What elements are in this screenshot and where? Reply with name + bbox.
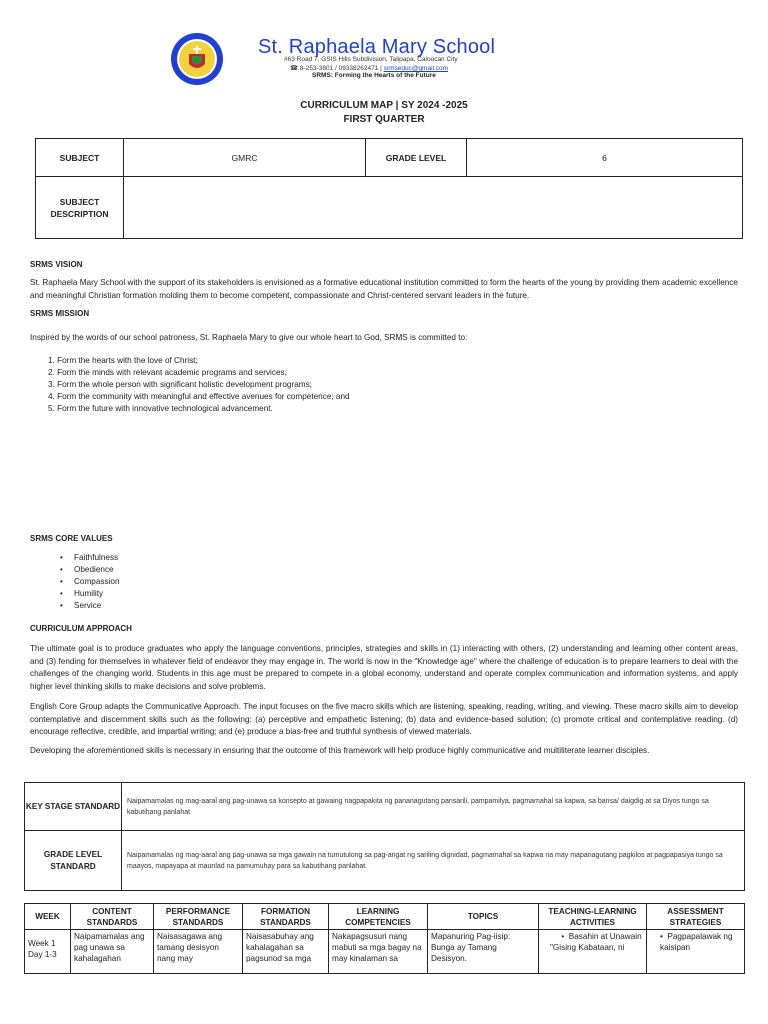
mission-item: 2. Form the minds with relevant academic programs and services; (48, 368, 287, 377)
header-assessment-strategies: ASSESSMENT STRATEGIES (647, 904, 745, 930)
subject-value: GMRC (124, 139, 366, 177)
mission-item: 3. Form the whole person with significant holistic development programs; (48, 380, 312, 389)
school-address: #63 Road 7, GSIS Hills Subdivision, Talipapa, Caloocan City (284, 56, 458, 63)
grade-level-standard-label: GRADE LEVEL STANDARD (25, 831, 122, 891)
core-values-list (60, 552, 120, 612)
standards-table (24, 782, 745, 891)
activity-bullet-text: Basahin at Unawain (568, 932, 642, 941)
curriculum-map-table (24, 903, 745, 974)
school-phone: 8-253-3801 / 09338262471 (299, 65, 379, 72)
mission-item: 4. Form the community with meaningful and effective avenues for competence; and (48, 392, 350, 401)
mission-list (48, 355, 350, 415)
core-value-item: • Compassion (60, 576, 120, 588)
header-content-standards: CONTENT STANDARDS (71, 904, 154, 930)
core-value-item: • Faithfulness (60, 552, 120, 564)
subject-table (35, 138, 743, 239)
header-formation-standards: FORMATION STANDARDS (243, 904, 329, 930)
approach-paragraph-1: The ultimate goal is to produce graduates who apply the language conventions, principles, strategies and skills in (1) interacting with others, (2) understanding and learning other content areas, and (3) fending for themselves in whatever field of endeavor they may engage in. The world is now in the "Knowledge age" where the challenge of education is to prepare learners to deal with the challenges of the changing world. Students in this age must be prepared to compete in a global economy, understand and operate complex communication and information systems, and apply higher level thinking skills to make decisions and solve problems. (30, 644, 738, 691)
cell-content-standards: Naipamamalas ang pag unawa sa kahalagahan (71, 930, 154, 974)
cell-teaching-learning-activities (539, 930, 647, 974)
school-header (170, 30, 730, 88)
document-title (0, 99, 768, 127)
grade-level-value: 6 (467, 139, 743, 177)
cell-learning-competencies: Nakapagsusuri nang mabuti sa mga bagay na may kinalaman sa (329, 930, 428, 974)
header-week: WEEK (25, 904, 71, 930)
approach-paragraph-3: Developing the aforementioned skills is necessary in ensuring that the outcome of this framework will help produce highly communicative and multiliterate learner disciples. (30, 746, 650, 755)
phone-icon: ☎ (290, 65, 299, 72)
title-line-2: FIRST QUARTER (343, 114, 425, 125)
header-teaching-learning-activities: TEACHING-LEARNING ACTIVITIES (539, 904, 647, 930)
core-value-item: • Obedience (60, 564, 120, 576)
assessment-bullet-text: Pagpapalawak ng kaisipan (660, 932, 733, 952)
bullet-icon: • (561, 932, 569, 941)
header-topics: TOPICS (428, 904, 539, 930)
cell-assessment-strategies (647, 930, 745, 974)
assessment-bullet-item (650, 931, 741, 953)
mission-heading: SRMS MISSION (30, 309, 90, 318)
core-value-item: • Service (60, 600, 120, 612)
core-values-heading: SRMS CORE VALUES (30, 534, 113, 543)
school-name: St. Raphaela Mary School (258, 36, 496, 58)
grade-level-label: GRADE LEVEL (366, 139, 467, 177)
bullet-icon: • (660, 932, 668, 941)
school-tagline: SRMS: Forming the Hearts of the Future (312, 72, 436, 79)
subject-description-label: SUBJECT DESCRIPTION (36, 177, 124, 239)
mission-item: 5. Form the future with innovative technological advancement. (48, 404, 273, 413)
activity-bullet-item (542, 931, 643, 942)
vision-text: St. Raphaela Mary School with the support of its stakeholders is envisioned as a formative educational institution committed to form the hearts of the young by providing them academic excellence and meaningful Christian formation molding them to become competent, compassionate and Christ-centered servant leaders in the future. (30, 278, 738, 300)
school-contact: ☎ 8-253-3801 / 09338262471 | srmseduc@gmail.com (290, 65, 449, 72)
subject-label: SUBJECT (36, 139, 124, 177)
header-performance-standards: PERFORMANCE STANDARDS (154, 904, 243, 930)
cell-formation-standards: Naisasabuhay ang kahalagahan sa pagsunod sa mga (243, 930, 329, 974)
school-seal-logo (170, 32, 224, 86)
school-email-link[interactable]: srmseduc@gmail.com (383, 65, 449, 72)
approach-paragraph-2: English Core Group adapts the Communicative Approach. The input focuses on the five macro skills which are listening, speaking, reading, writing, and viewing. These macro skills aim to develop contemplative and discernment skills such as the following: (a) perceptive and empathetic listening; (b) data and evidence-based solution; (c) promote critical and contemplative reading. (d) encourage reflective, credible, and impartial writing; and (e) produce a bias-free and truthful synthesis of viewed materials. (30, 702, 738, 736)
cell-topics: Mapanuring Pag-iisip: Bunga ay Tamang Desisyon. (428, 930, 539, 974)
cell-week: Week 1 Day 1-3 (25, 930, 71, 974)
activity-more-text: "Gising Kabataan, ni (550, 943, 625, 952)
grade-level-standard-text: Naipamamalas ng mag-aaral ang pag-unawa sa mga gawain na tumutulong sa pag-angat ng sariling dignidad, pagmamahal sa kapwa na may mapanagutang pagkilos at pagpapasiya tungo sa maayos, mapayapa at maunlad na pamumuhay para sa kabutihang panlahat. (122, 831, 745, 891)
mission-item: 1. Form the hearts with the love of Christ; (48, 356, 198, 365)
vision-heading: SRMS VISION (30, 260, 83, 269)
key-stage-text: Naipamamalas ng mag-aaral ang pag-unawa sa konsepto at gawaing nagpapakita ng pananagutang pansarili, pampamilya, pagmamahal sa kapwa, sa bansa/ daigdig at sa Diyos tungo sa kabutihang panlahat (122, 783, 745, 831)
approach-heading: CURRICULUM APPROACH (30, 624, 132, 633)
title-line-1: CURRICULUM MAP | SY 2024 -2025 (300, 100, 468, 111)
cell-performance-standards: Naisasagawa ang tamang desisyon nang may (154, 930, 243, 974)
subject-description-value (124, 177, 743, 239)
mission-intro: Inspired by the words of our school patroness, St. Raphaela Mary to give our whole heart to God, SRMS is committed to: (30, 333, 468, 342)
core-value-item: • Humility (60, 588, 120, 600)
table-row (25, 930, 745, 974)
header-learning-competencies: LEARNING COMPETENCIES (329, 904, 428, 930)
key-stage-label: KEY STAGE STANDARD (25, 783, 122, 831)
